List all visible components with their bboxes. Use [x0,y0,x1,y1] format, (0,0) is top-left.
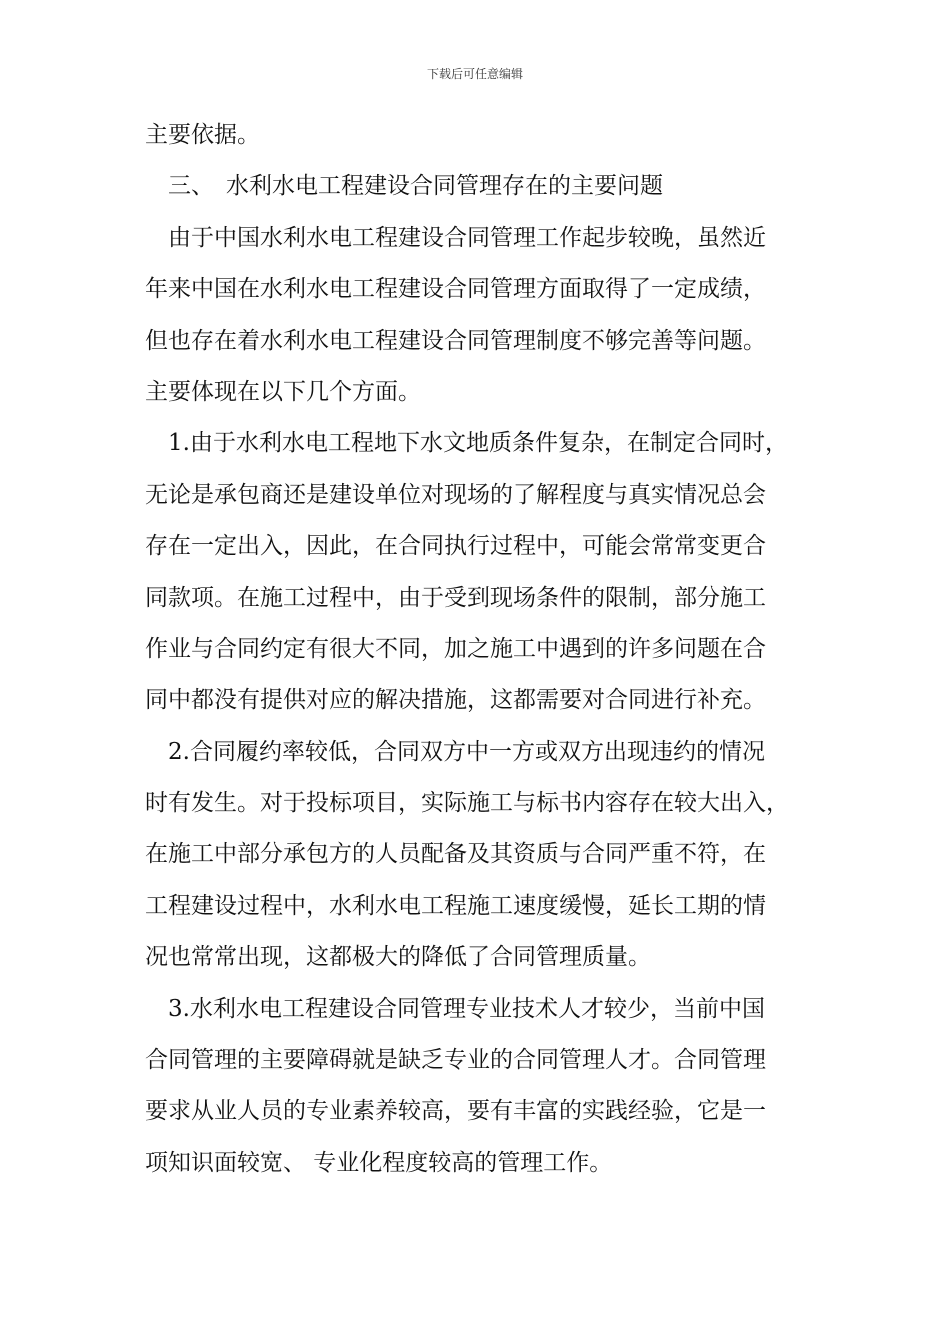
paragraph-line: 同中都没有提供对应的解决措施，这都需要对合同进行补充。 [145,687,766,714]
paragraph-line: 况也常常出现，这都极大的降低了合同管理质量。 [145,944,651,971]
paragraph-line: 主要体现在以下几个方面。 [145,378,421,405]
paragraph-line: 3.水利水电工程建设合同管理专业技术人才较少，当前中国 [168,995,765,1022]
section-number: 三、 [168,173,214,200]
page-header: 下载后可任意编辑 [426,67,523,81]
paragraph-line: 无论是承包商还是建设单位对现场的了解程度与真实情况总会 [145,481,766,508]
paragraph-line: 项知识面较宽、 专业化程度较高的管理工作。 [145,1149,613,1176]
paragraph-line: 时有发生。对于投标项目，实际施工与标书内容存在较大出入， [145,790,789,817]
document-body [145,110,795,1189]
paragraph-line: 在施工中部分承包方的人员配备及其资质与合同严重不符，在 [145,841,766,868]
paragraph-line: 由于中国水利水电工程建设合同管理工作起步较晚，虽然近 [168,224,766,251]
paragraph-line: 主要依据。 [145,122,260,148]
paragraph-line: 1.由于水利水电工程地下水文地质条件复杂，在制定合同时， [168,430,788,457]
paragraph-line: 存在一定出入，因此，在合同执行过程中，可能会常常变更合 [145,533,766,560]
paragraph-line: 要求从业人员的专业素养较高，要有丰富的实践经验，它是一 [145,1098,766,1125]
paragraph-line: 但也存在着水利水电工程建设合同管理制度不够完善等问题。 [145,327,766,354]
paragraph-line: 工程建设过程中，水利水电工程施工速度缓慢，延长工期的情 [145,892,766,919]
section-heading [145,161,795,212]
paragraph-line: 年来中国在水利水电工程建设合同管理方面取得了一定成绩， [145,276,766,303]
paragraph-line: 作业与合同约定有很大不同，加之施工中遇到的许多问题在合 [145,635,766,662]
paragraph-line: 2.合同履约率较低，合同双方中一方或双方出现违约的情况 [168,738,765,765]
paragraph-line: 合同管理的主要障碍就是缺乏专业的合同管理人才。合同管理 [145,1047,766,1074]
section-title: 水利水电工程建设合同管理存在的主要问题 [226,173,663,200]
paragraph-line: 同款项。在施工过程中，由于受到现场条件的限制，部分施工 [145,584,766,611]
